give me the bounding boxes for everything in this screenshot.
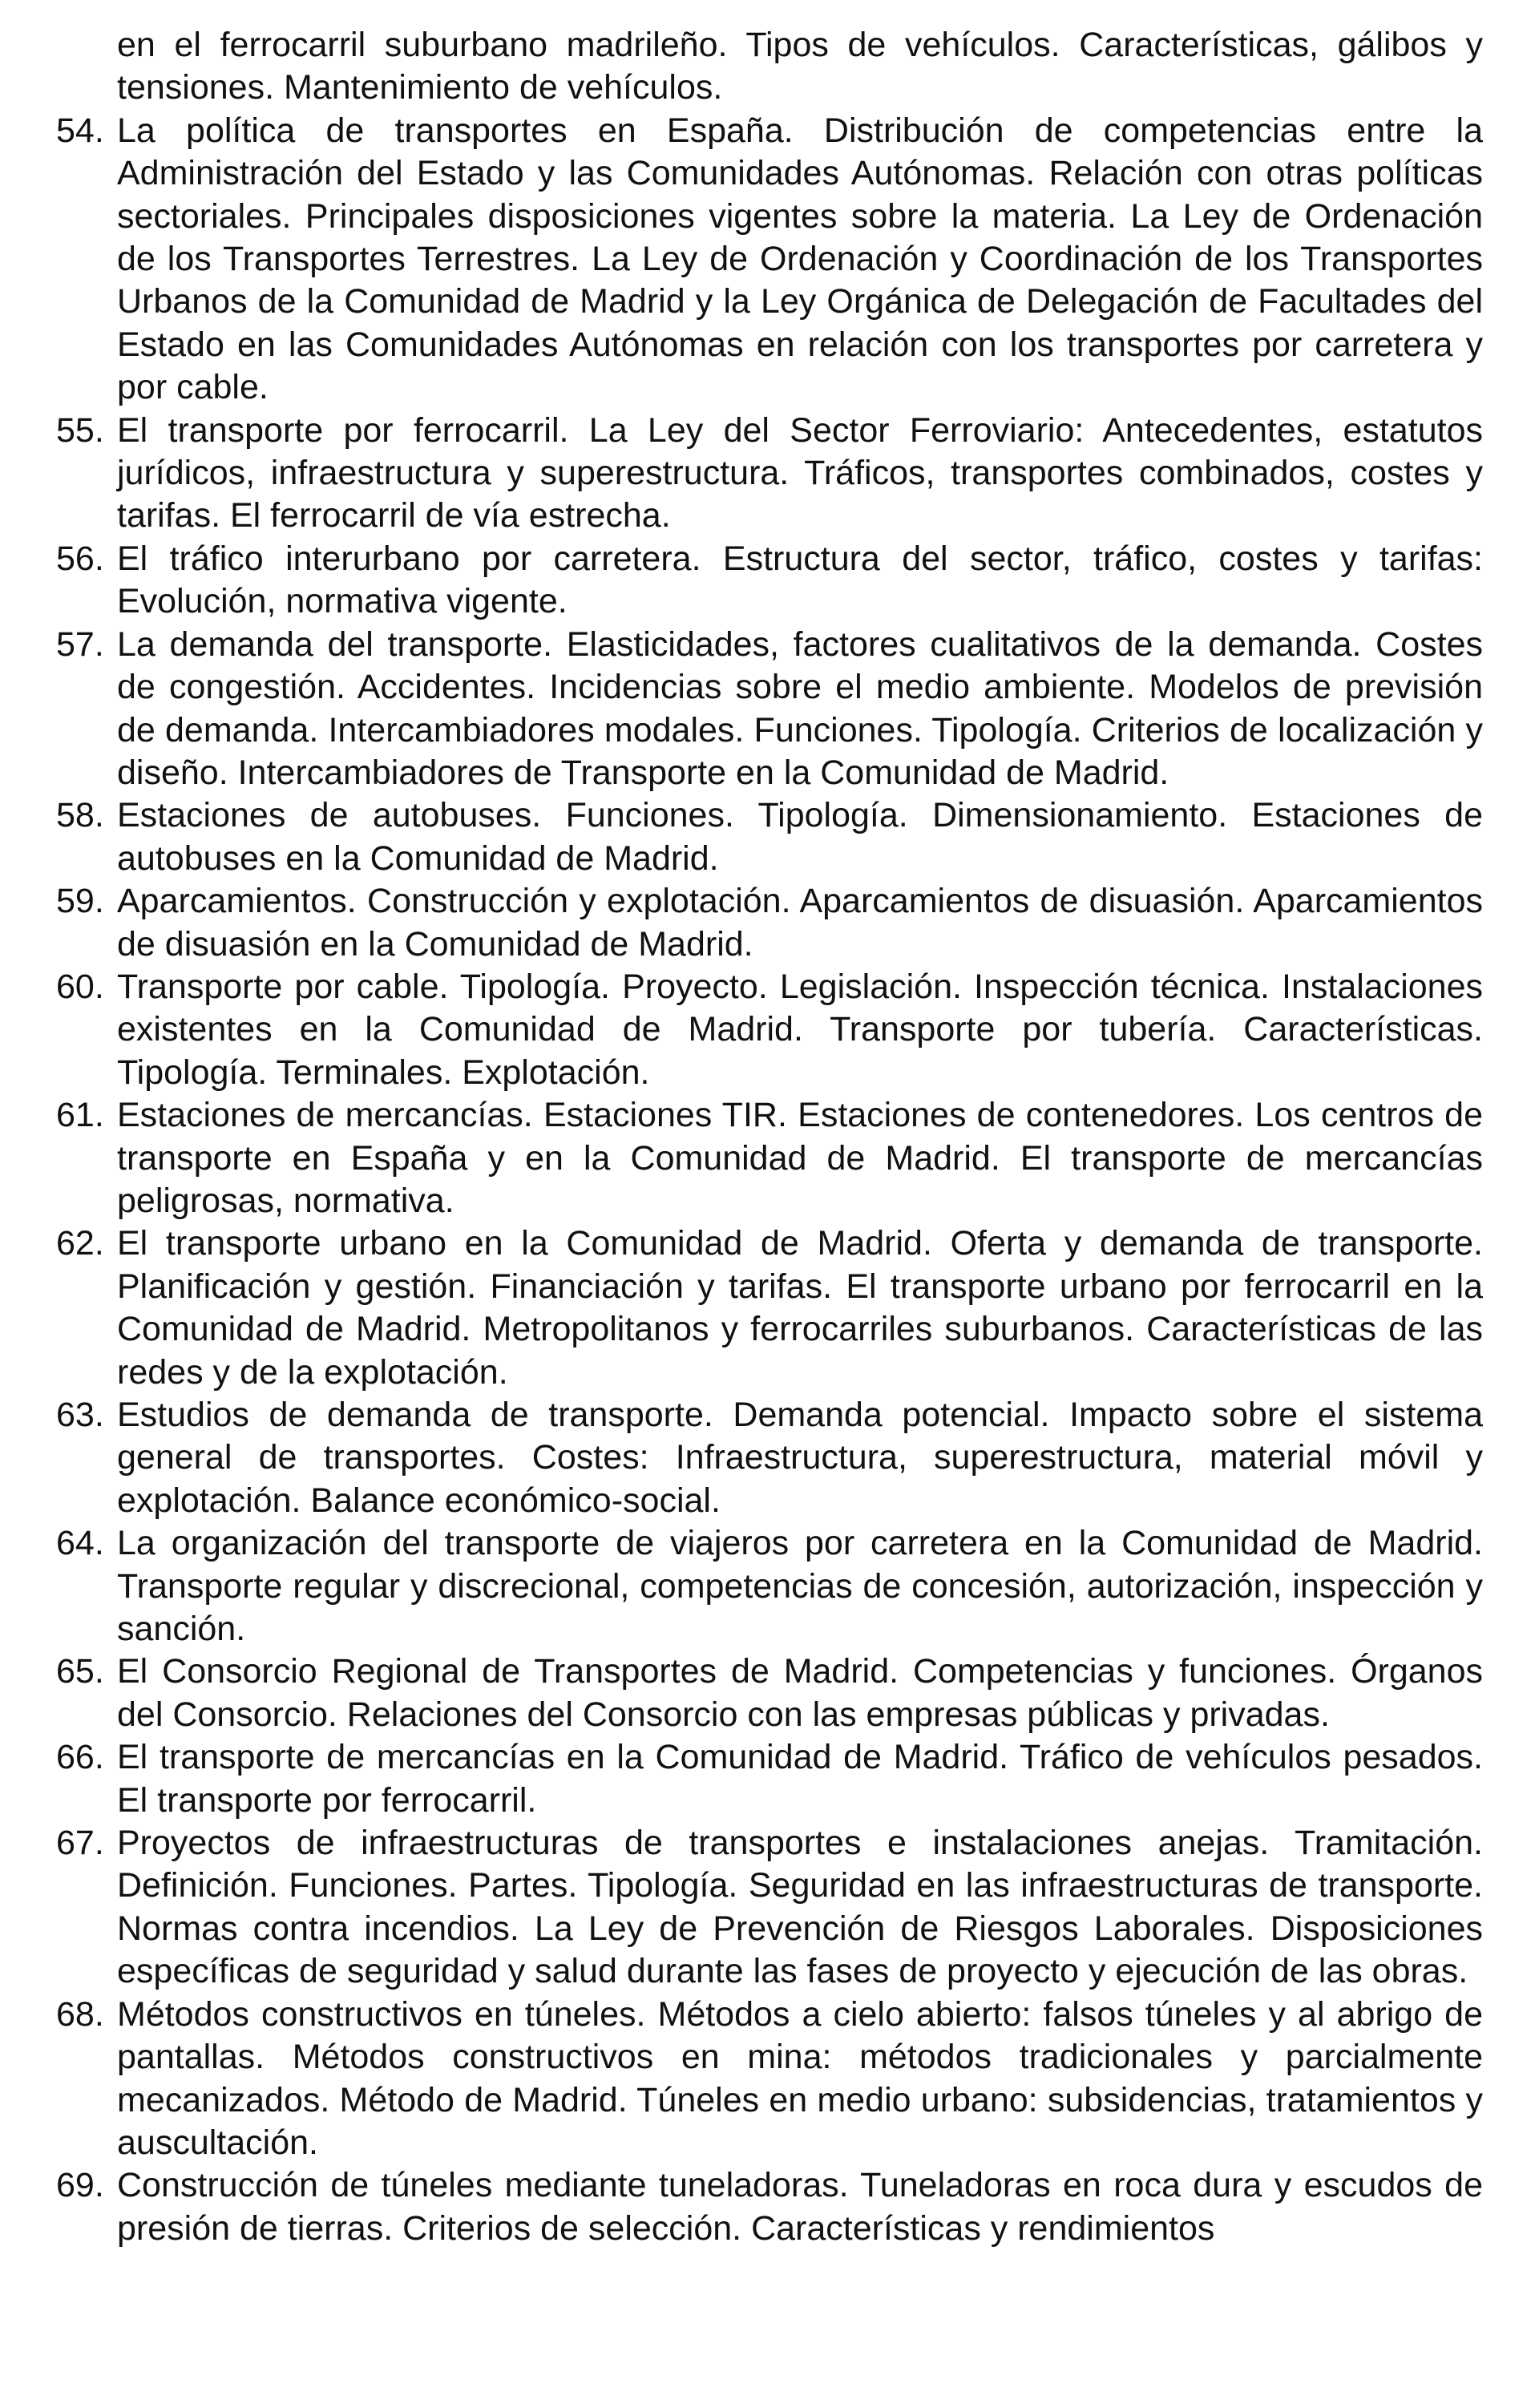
topic-item: [56, 1994, 1483, 2165]
topic-number: 61.: [56, 1096, 104, 1135]
topic-item: [56, 538, 1483, 624]
topic-number: 59.: [56, 882, 104, 921]
topic-text: La demanda del transporte. Elasticidades, factores cualitativos de la demanda. Costes de congestión. Accidentes. Incidencias sobre el medio ambiente. Modelos de previsión de demanda. Intercambiadores modales. Funciones. Tipología. Criterios de localización y diseño. Intercambiadores de Transporte en la Comunidad de Madrid.: [117, 624, 1483, 792]
topic-number: 58.: [56, 796, 104, 835]
topic-number: 66.: [56, 1738, 104, 1777]
topic-item: [56, 1650, 1483, 1736]
continuation-paragraph: en el ferrocarril suburbano madrileño. Tipos de vehículos. Características, gálibos y tensiones. Mantenimiento de vehículos.: [117, 26, 1483, 107]
topic-number: 69.: [56, 2166, 104, 2205]
topic-item: [56, 2164, 1483, 2250]
topic-item: [56, 1522, 1483, 1650]
topic-text: El Consorcio Regional de Transportes de Madrid. Competencias y funciones. Órganos del Consorcio. Relaciones del Consorcio con las empresas públicas y privadas.: [117, 1652, 1483, 1734]
topic-item: [56, 624, 1483, 795]
topic-number: 60.: [56, 967, 104, 1006]
topic-number: 63.: [56, 1396, 104, 1434]
topic-item: [56, 880, 1483, 966]
topic-text: Proyectos de infraestructuras de transportes e instalaciones anejas. Tramitación. Definición. Funciones. Partes. Tipología. Seguridad en las infraestructuras de transporte. Normas contra incendios. La Ley de Prevención de Riesgos Laborales. Disposiciones específicas de seguridad y salud durante las fases de proyecto y ejecución de las obras.: [117, 1824, 1483, 1991]
topic-text: Estudios de demanda de transporte. Demanda potencial. Impacto sobre el sistema general de transportes. Costes: Infraestructura, superestructura, material móvil y explotación. Balance económico-social.: [117, 1396, 1483, 1520]
topic-number: 65.: [56, 1652, 104, 1691]
topic-number: 67.: [56, 1824, 104, 1863]
topic-item: [56, 410, 1483, 538]
topic-text: Construcción de túneles mediante tuneladoras. Tuneladoras en roca dura y escudos de presión de tierras. Criterios de selección. Características y rendimientos: [117, 2166, 1483, 2248]
topic-item: [56, 1736, 1483, 1822]
topic-text: Transporte por cable. Tipología. Proyecto. Legislación. Inspección técnica. Instalaciones existentes en la Comunidad de Madrid. Transporte por tubería. Características. Tipología. Terminales. Explotación.: [117, 967, 1483, 1092]
topic-number: 54.: [56, 111, 104, 150]
topic-item: [56, 110, 1483, 410]
topic-text: Estaciones de mercancías. Estaciones TIR. Estaciones de contenedores. Los centros de transporte en España y en la Comunidad de Madrid. El transporte de mercancías peligrosas, normativa.: [117, 1096, 1483, 1220]
topic-text: La organización del transporte de viajeros por carretera en la Comunidad de Madrid. Transporte regular y discrecional, competencias de concesión, autorización, inspección y sanción.: [117, 1524, 1483, 1649]
topic-item: [56, 966, 1483, 1094]
topic-number: 57.: [56, 624, 104, 664]
topic-number: 68.: [56, 1994, 104, 2034]
topic-text: La política de transportes en España. Distribución de competencias entre la Administración del Estado y las Comunidades Autónomas. Relación con otras políticas sectoriales. Principales disposiciones vigentes sobre la materia. La Ley de Ordenación de los Transportes Terrestres. La Ley de Ordenación y Coordinación de los Transportes Urbanos de la Comunidad de Madrid y la Ley Orgánica de Delegación de Facultades del Estado en las Comunidades Autónomas en relación con los transportes por carretera y por cable.: [117, 111, 1483, 407]
topic-text: El transporte de mercancías en la Comunidad de Madrid. Tráfico de vehículos pesados. El transporte por ferrocarril.: [117, 1738, 1483, 1820]
topic-number: 56.: [56, 539, 104, 578]
topic-text: El transporte por ferrocarril. La Ley del Sector Ferroviario: Antecedentes, estatutos jurídicos, infraestructura y superestructura. Tráficos, transportes combinados, costes y tarifas. El ferrocarril de vía estrecha.: [117, 410, 1483, 535]
topic-text: El transporte urbano en la Comunidad de Madrid. Oferta y demanda de transporte. Planificación y gestión. Financiación y tarifas. El transporte urbano por ferrocarril en la Comunidad de Madrid. Metropolitanos y ferrocarriles suburbanos. Características de las redes y de la explotación.: [117, 1224, 1483, 1392]
topic-text: El tráfico interurbano por carretera. Estructura del sector, tráfico, costes y tarifas: Evolución, normativa vigente.: [117, 539, 1483, 621]
topic-number: 64.: [56, 1524, 104, 1563]
topic-text: Métodos constructivos en túneles. Métodos a cielo abierto: falsos túneles y al abrigo de pantallas. Métodos constructivos en mina: métodos tradicionales y parcialmente mecanizados. Método de Madrid. Túneles en medio urbano: subsidencias, tratamientos y auscultación.: [117, 1994, 1483, 2162]
topic-item: [56, 1822, 1483, 1994]
topic-item: [56, 1222, 1483, 1394]
topic-number: 55.: [56, 410, 104, 450]
document-page: [56, 24, 1483, 2250]
topic-number: 62.: [56, 1224, 104, 1263]
topic-item: [56, 1094, 1483, 1222]
topic-item: [56, 1394, 1483, 1522]
topic-item: [56, 794, 1483, 880]
topic-text: Estaciones de autobuses. Funciones. Tipología. Dimensionamiento. Estaciones de autobuses en la Comunidad de Madrid.: [117, 796, 1483, 878]
topic-text: Aparcamientos. Construcción y explotación. Aparcamientos de disuasión. Aparcamientos de disuasión en la Comunidad de Madrid.: [117, 882, 1483, 964]
